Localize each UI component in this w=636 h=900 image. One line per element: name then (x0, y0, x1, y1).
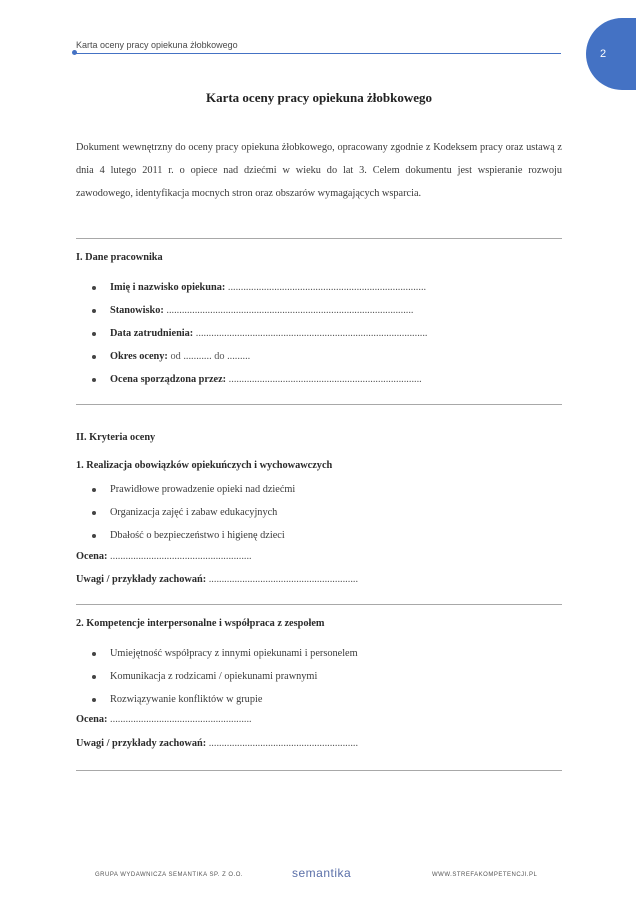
criterion-items (110, 478, 295, 547)
notes-value: .......................................................... (206, 738, 359, 749)
intro-paragraph: Dokument wewnętrzny do oceny pracy opiekuna żłobkowego, opracowany zgodnie z Kodeksem pracy oraz ustawą z dnia 4 lutego 2011 r. o opiece nad dziećmi w wieku do lat 3. Celem dokumentu jest wspieranie rozwoju zawodowego, identyfikacja mocnych stron oraz obszarów wymagających wsparcia. (76, 142, 562, 199)
criterion-item: Rozwiązywanie konfliktów w grupie (110, 688, 358, 711)
employee-data-list (110, 276, 428, 391)
field-label: Ocena sporządzona przez: (110, 374, 227, 385)
notes-label: Uwagi / przykłady zachowań: (76, 738, 207, 749)
notes-field (76, 574, 358, 585)
rating-value: ....................................................... (107, 714, 252, 725)
running-header-title: Karta oceny pracy opiekuna żłobkowego (76, 40, 238, 50)
field-value: ........................................................................... (226, 374, 422, 385)
section-heading-employee-data: I. Dane pracownika (76, 252, 163, 263)
document-title: Karta oceny pracy opiekuna żłobkowego (205, 90, 433, 105)
field-label: Stanowisko: (110, 305, 164, 316)
field-employee-name (110, 276, 428, 299)
rating-field (76, 551, 252, 562)
field-label: Okres oceny: (110, 351, 168, 362)
field-position (110, 299, 428, 322)
field-label: Imię i nazwisko opiekuna: (110, 282, 226, 293)
divider (76, 238, 562, 239)
header-rule (75, 53, 561, 54)
field-value: ............................................................................. (225, 282, 427, 293)
criterion-item: Umiejętność współpracy z innymi opiekunami i personelem (110, 642, 358, 665)
criterion-heading: 1. Realizacja obowiązków opiekuńczych i wychowawczych (76, 460, 333, 471)
field-value: ................................................................................................ (163, 305, 414, 316)
criterion-item: Prawidłowe prowadzenie opieki nad dziećmi (110, 478, 295, 501)
criterion-heading: 2. Kompetencje interpersonalne i współpraca z zespołem (76, 618, 325, 629)
footer-website: WWW.STREFAKOMPETENCJI.PL (432, 872, 538, 878)
page-number-tab (586, 18, 636, 90)
notes-field (76, 738, 358, 749)
field-evaluator (110, 368, 428, 391)
divider (76, 604, 562, 605)
field-evaluation-period (110, 345, 428, 368)
footer-publisher: GRUPA WYDAWNICZA SEMANTIKA SP. Z O.O. (95, 872, 244, 878)
rating-field (76, 714, 252, 725)
header-rule-dot (72, 50, 77, 55)
field-value: .......................................................................................... (193, 328, 428, 339)
field-employment-date (110, 322, 428, 345)
criterion-items (110, 642, 358, 711)
rating-label: Ocena: (76, 551, 108, 562)
field-value: od ........... do ......... (167, 351, 251, 362)
divider (76, 770, 562, 771)
page-number: 2 (600, 48, 607, 60)
criterion-item: Organizacja zajęć i zabaw edukacyjnych (110, 501, 295, 524)
criterion-item: Komunikacja z rodzicami / opiekunami prawnymi (110, 665, 358, 688)
criterion-item: Dbałość o bezpieczeństwo i higienę dzieci (110, 524, 295, 547)
notes-value: .......................................................... (206, 574, 359, 585)
field-label: Data zatrudnienia: (110, 328, 194, 339)
publisher-logo: semantika (292, 866, 352, 880)
divider (76, 404, 562, 405)
section-heading-criteria: II. Kryteria oceny (76, 432, 156, 443)
rating-value: ....................................................... (107, 551, 252, 562)
notes-label: Uwagi / przykłady zachowań: (76, 574, 207, 585)
rating-label: Ocena: (76, 714, 108, 725)
